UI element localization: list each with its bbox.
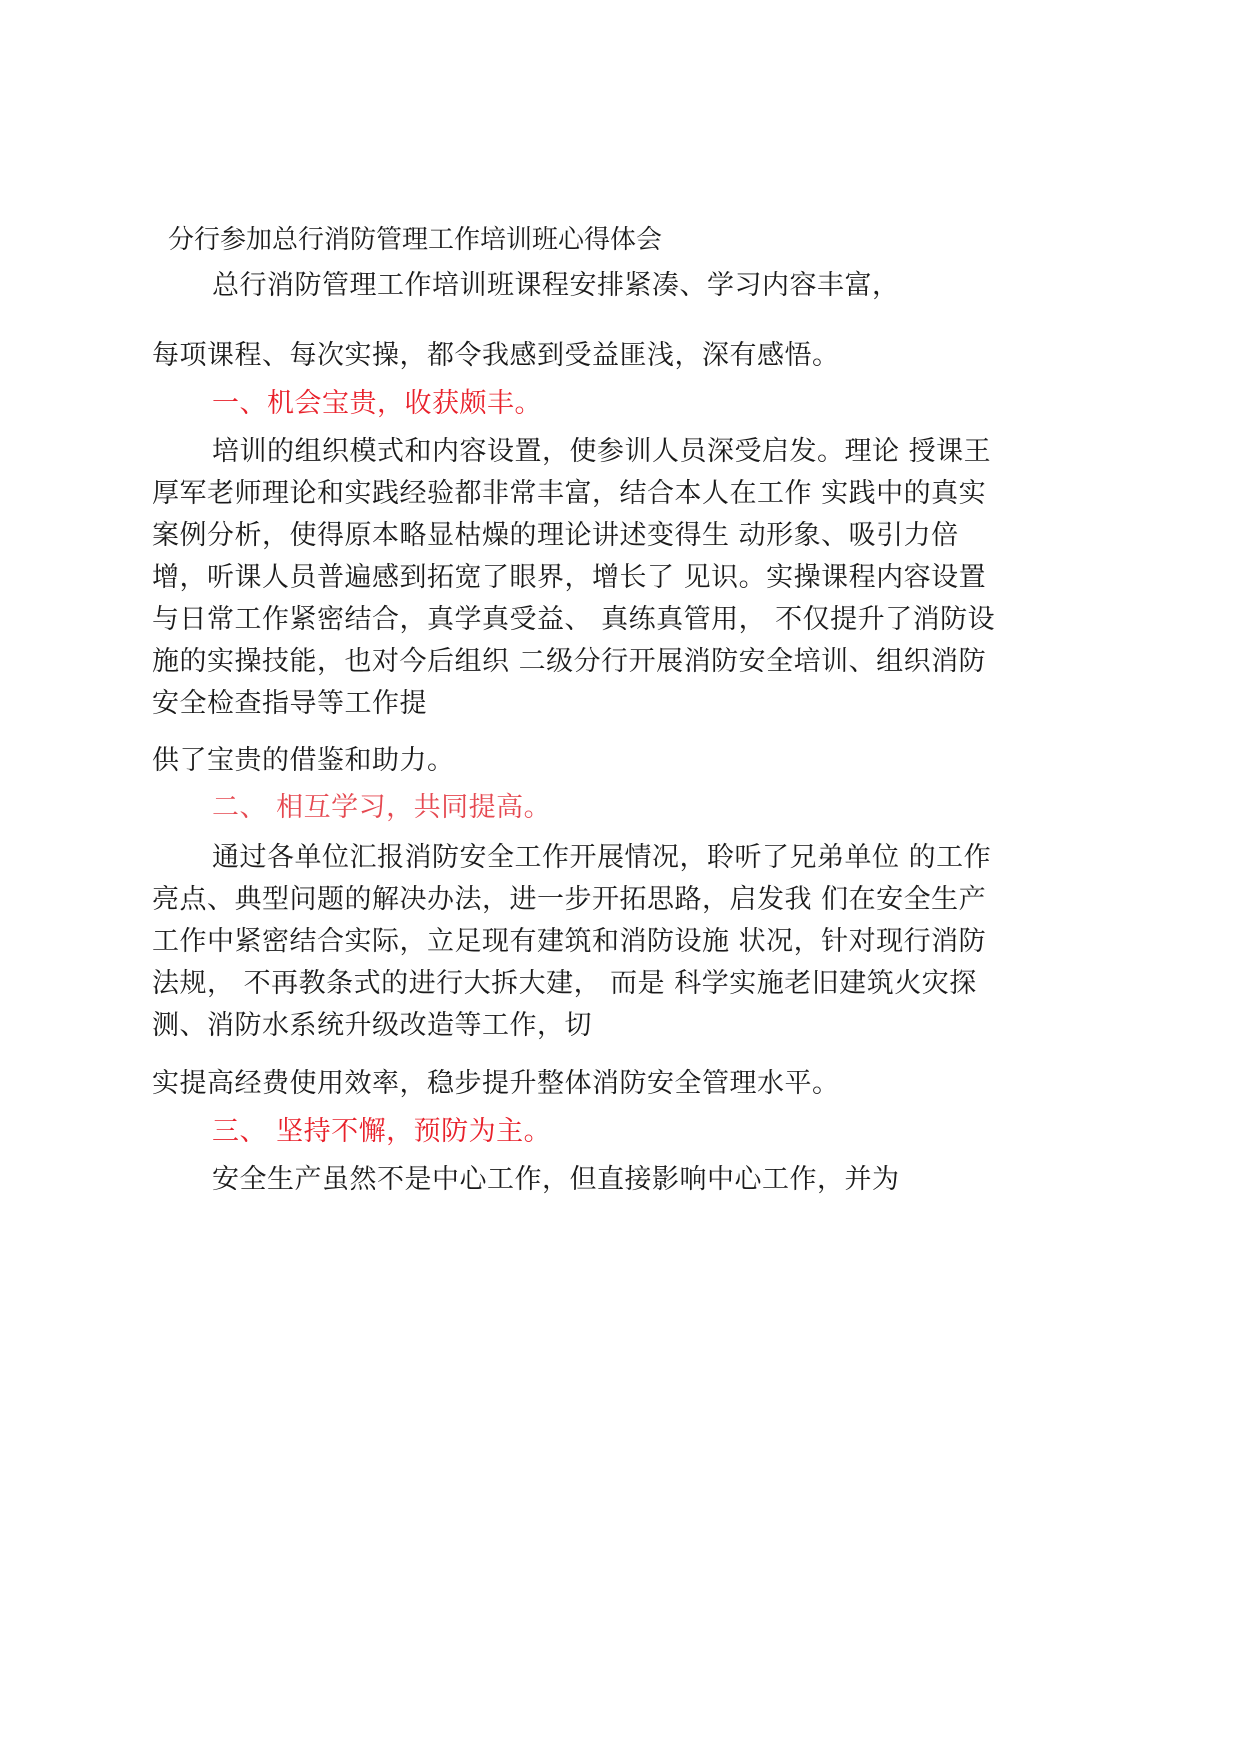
section-2-line-6: 实提高经费使用效率，稳步提升整体消防安全管理水平。 — [152, 1068, 840, 1099]
intro-line-1: 总行消防管理工作培训班课程安排紧凑、学习内容丰富， — [212, 270, 900, 301]
document-title: 分行参加总行消防管理工作培训班心得体会 — [168, 225, 663, 255]
intro-line-2: 每项课程、每次实操，都令我感到受益匪浅，深有感悟。 — [152, 340, 840, 371]
section-1-line-5: 与日常工作紧密结合，真学真受益、 真练真管用， 不仅提升了消防设 — [152, 604, 996, 635]
section-2-line-3: 工作中紧密结合实际，立足现有建筑和消防设施 状况，针对现行消防 — [152, 926, 987, 957]
section-1-line-7: 安全检查指导等工作提 — [152, 688, 427, 719]
section-1-line-1: 培训的组织模式和内容设置，使参训人员深受启发。理论 授课王 — [212, 436, 992, 467]
section-2-line-2: 亮点、典型问题的解决办法，进一步开拓思路，启发我 们在安全生产 — [152, 884, 987, 915]
section-1-line-4: 增，听课人员普遍感到拓宽了眼界，增长了 见识。实操课程内容设置 — [152, 562, 987, 593]
section-3-heading: 三、 坚持不懈，预防为主。 — [212, 1116, 552, 1147]
section-1-line-3: 案例分析，使得原本略显枯燥的理论讲述变得生 动形象、吸引力倍 — [152, 520, 959, 551]
section-1-line-8: 供了宝贵的借鉴和助力。 — [152, 745, 455, 776]
section-3-line-1: 安全生产虽然不是中心工作，但直接影响中心工作，并为 — [212, 1164, 900, 1195]
section-2-line-5: 测、消防水系统升级改造等工作，切 — [152, 1010, 592, 1041]
section-2-line-4: 法规， 不再教条式的进行大拆大建， 而是 科学实施老旧建筑火灾探 — [152, 968, 977, 999]
section-2-line-1: 通过各单位汇报消防安全工作开展情况，聆听了兄弟单位 的工作 — [212, 842, 992, 873]
section-1-line-6: 施的实操技能，也对今后组织 二级分行开展消防安全培训、组织消防 — [152, 646, 987, 677]
section-1-line-2: 厚军老师理论和实践经验都非常丰富，结合本人在工作 实践中的真实 — [152, 478, 987, 509]
section-2-heading: 二、 相互学习，共同提高。 — [212, 792, 552, 823]
section-1-heading: 一、机会宝贵，收获颇丰。 — [212, 388, 542, 419]
